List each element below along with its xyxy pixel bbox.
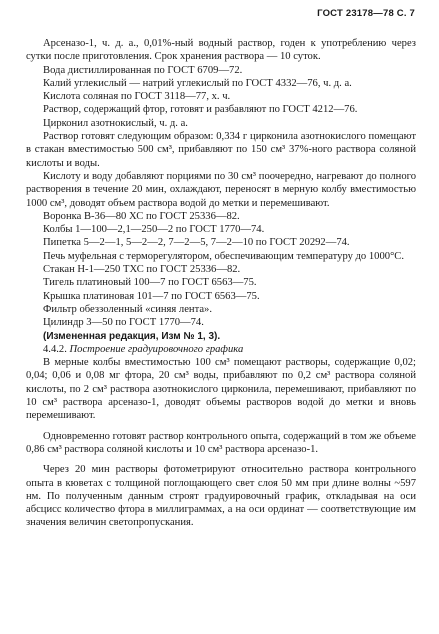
paragraph: Фильтр обеззоленный «синяя лента».	[43, 303, 212, 315]
paragraph: Цилиндр 3—50 по ГОСТ 1770—74.	[43, 317, 204, 329]
paragraph: Воронка В-36—80 ХС по ГОСТ 25336—82.	[43, 210, 240, 222]
paragraph: Раствор готовят следующим образом: 0,334 г цирконила азотнокислого помещают в стакан вместимостью 500 см³, прибавляют по 150 см³ 37%-ного раствора соляной кислоты и воды.	[26, 131, 416, 169]
amendment-note: (Измененная редакция, Изм № 1, 3).	[43, 330, 221, 342]
paragraph: Через 20 мин растворы фотометрируют относительно раствора контрольного опыта в кюветах с толщиной поглощающего свет слоя 50 мм при длине волны ~597 нм. По полученным данным строят градуировочный график, откладывая на оси абсцисс количество фтора в миллиграммах, а на оси ординат — соответствующие им значения величин светопропускания.	[26, 464, 416, 529]
paragraph: Кислоту и воду добавляют порциями по 30 см³ поочередно, нагревают до полного растворения в течение 20 мин, охлаждают, переносят в мерную колбу вместимостью 1000 см³, доводят объем раствора водой до метки и перемешивают.	[26, 170, 416, 209]
subsection-heading	[26, 343, 416, 356]
document-body	[26, 37, 416, 530]
paragraph: Вода дистиллированная по ГОСТ 6709—72.	[43, 64, 243, 76]
paragraph: Раствор, содержащий фтор, готовят и разбавляют по ГОСТ 4212—76.	[43, 104, 358, 116]
paragraph: Пипетка 5—2—1, 5—2—2, 7—2—5, 7—2—10 по ГОСТ 20292—74.	[43, 237, 350, 249]
paragraph: Тигель платиновый 100—7 по ГОСТ 6563—75.	[43, 277, 257, 289]
paragraph: Стакан Н-1—250 ТХС по ГОСТ 25336—82.	[43, 264, 241, 276]
paragraph: Одновременно готовят раствор контрольного опыта, содержащий в том же объеме 0,86 см³ раствора соляной кислоты и 10 см³ раствора арсеназо-1.	[26, 430, 416, 455]
subsection-title: Построение градуировочного графика	[69, 343, 244, 355]
page-header: ГОСТ 23178—78 С. 7	[317, 8, 415, 19]
paragraph: Цирконил азотнокислый, ч. д. а.	[43, 117, 188, 129]
subsection-number: 4.4.2.	[43, 343, 67, 355]
paragraph: Крышка платиновая 101—7 по ГОСТ 6563—75.	[43, 290, 260, 302]
paragraph: Печь муфельная с терморегулятором, обеспечивающим температуру до 1000°С.	[43, 250, 405, 262]
paragraph: Калий углекислый — натрий углекислый по ГОСТ 4332—76, ч. д. а.	[43, 77, 352, 89]
paragraph: Арсеназо-1, ч. д. а., 0,01%-ный водный раствор, годен к употреблению через сутки после приготовления. Срок хранения раствора — 10 суток.	[26, 38, 416, 63]
paragraph: В мерные колбы вместимостью 100 см³ помещают растворы, содержащие 0,02; 0,04; 0,06 и 0,08 мг фтора, 20 см³ воды, прибавляют по 0,2 см³ раствора соляной кислоты, по 2 см³ раствора азотнокислого цирконила, перемешивают, прибавляют по 10 см³ раствора арсеназо-1, доводят объемы растворов водой до метки и вновь перемешивают.	[26, 357, 416, 422]
paragraph: Кислота соляная по ГОСТ 3118—77, х. ч.	[43, 91, 231, 103]
paragraph: Колбы 1—100—2,1—250—2 по ГОСТ 1770—74.	[43, 224, 265, 236]
